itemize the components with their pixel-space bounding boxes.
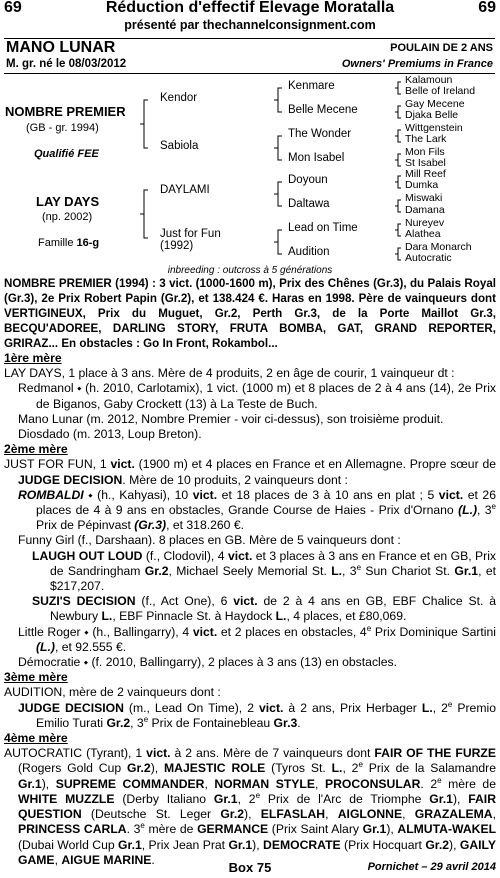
fourth-dam-record: AUTOCRATIC (Tyrant), 1 vict. à 2 ans. Mère de 7 vainqueurs dont FAIR OF THE FURZE (Rogers Gold Cup Gr.2), MAJESTIC ROLE (Tyros St. L., 2e Prix de la Salamandre Gr.1), SUPREME COMMANDER, NORMAN STYLE, PROCONSULAR. 2e mère de WHITE MUZZLE (Derby Italiano Gr.1, 2e Prix de l'Arc de Triomphe Gr.1), FAIR QUESTION (Deutsche St. Leger Gr.2), ELFASLAH, AIGLONNE, GRAZALEMA, PRINCESS CARLA. 3e mère de GERMANCE (Prix Saint Alary Gr.1), ALMUTA-WAKEL (Dubai World Cup Gr.1, Prix Jean Prat Gr.1), DEMOCRATE (Prix Hocquart Gr.2), GAILY GAME, AIGUE MARINE.: [4, 746, 497, 867]
sire-qualification: Qualifié FEE: [34, 148, 99, 160]
horse-heading: [4, 38, 495, 74]
ped-g3-2: Belle Mecene: [288, 104, 358, 116]
produce-mano-lunar: Mano Lunar (m. 2012, Nombre Premier - voir ci-dessus), son troisième produit.: [18, 411, 444, 426]
fourth-dam-heading: 4ème mère: [4, 731, 68, 746]
ped-g4-12: Damana: [405, 204, 445, 216]
ped-g4-14: Alathea: [405, 228, 441, 240]
sale-venue-date: Pornichet – 29 avril 2014: [367, 861, 496, 873]
ped-g2-4: Just for Fun: [160, 228, 221, 240]
produce-diosdado: Diosdado (m. 2013, Loup Breton).: [18, 427, 202, 442]
ped-g4-9: Mill Reef: [405, 168, 446, 180]
ped-g4-13: Nureyev: [405, 217, 445, 229]
dam-family: Famille 16-g: [38, 237, 100, 249]
ped-g4-1: Kalamoun: [405, 74, 453, 86]
ped-g4-16: Autocratic: [405, 252, 452, 264]
horse-birth: M. gr. né le 08/03/2012: [6, 58, 127, 70]
ped-g2-1: Kendor: [160, 92, 198, 104]
ped-g3-4: Mon Isabel: [288, 152, 345, 164]
owners-premiums: Owners' Premiums in France: [341, 58, 493, 70]
catalogue-title: Réduction d'effectif Elevage Moratalla: [105, 0, 395, 16]
catalogue-subtitle: présenté par thechannelconsignment.com: [124, 18, 376, 32]
produce-redmanol: Redmanol ⬩ (h. 2010, Carlotamix), 1 vict. (1000 m) et 8 places de 2 à 4 ans (14), 2e Prix de Biganos, Gaby Crockett (13) à La Teste de Buch.: [18, 381, 496, 411]
first-dam-heading: 1ère mère: [4, 351, 62, 365]
second-dam-heading: 2ème mère: [4, 442, 68, 457]
ped-g3-7: Lead on Time: [288, 222, 358, 234]
ped-g3-1: Kenmare: [288, 80, 335, 92]
page-footer: [0, 860, 500, 878]
ped-g4-7: Mon Fils: [405, 146, 445, 158]
first-dam-summary: LAY DAYS, 1 place à 3 ans. Mère de 4 produits, 2 en âge de courir, 1 vainqueur dt :: [4, 366, 455, 381]
pedigree-table: [0, 74, 500, 274]
ped-g3-8: Audition: [288, 246, 330, 258]
sire-origin: (GB - gr. 1994): [26, 122, 99, 134]
ped-g4-2: Belle of Ireland: [405, 85, 476, 97]
dam-name: LAY DAYS: [36, 194, 100, 209]
page-header: [0, 0, 500, 38]
ped-g2-4-year: (1992): [160, 240, 194, 252]
ped-g2-2: Sabiola: [160, 140, 199, 152]
ped-g2-3: DAYLAMI: [160, 184, 210, 196]
dam-origin: (np. 2002): [42, 211, 93, 223]
ped-g4-10: Dumka: [405, 179, 439, 191]
ped-g4-15: Dara Monarch: [405, 241, 472, 253]
ped-g4-6: The Lark: [405, 133, 447, 145]
catalogue-text: [4, 276, 496, 868]
horse-sex-age: POULAIN DE 2 ANS: [390, 42, 493, 54]
ped-g3-5: Doyoun: [288, 174, 328, 186]
third-dam-heading: 3ème mère: [4, 670, 68, 685]
ped-g3-6: Daltawa: [288, 198, 330, 210]
third-dam-record: AUDITION, mère de 2 vainqueurs dont : JUDGE DECISION (m., Lead On Time), 2 vict. à 2 ans, Prix Herbager L., 2e Premio Emilio Turati Gr.2, 3e Prix de Fontainebleau Gr.3.: [4, 685, 496, 730]
inbreeding-note: inbreeding : outcross à 5 générations: [167, 265, 333, 276]
box-number: Box 75: [228, 860, 272, 875]
sire-record: NOMBRE PREMIER (1994) : 3 vict. (1000-1600 m), Prix des Chênes (Gr.3), du Palais Royal (Gr.3), 2e Prix Robert Papin (Gr.2), et 138.424 €. Haras en 1998. Père de vainqueurs dont VERTIGINEUX, Prix du Muguet, Gr.2, Perth Gr.3, de la Porte Maillot Gr.3, BECQU'ADOREE, DARLING STORY, FRUTA BOMBA, GAT, GRAND REPORTER, GRIRAZ... En obstacles : Go In Front, Rokambol...: [4, 277, 496, 350]
ped-g4-5: Wittgenstein: [405, 122, 463, 134]
ped-g4-11: Miswaki: [405, 192, 443, 204]
ped-g4-8: St Isabel: [405, 157, 446, 169]
horse-name: MANO LUNAR: [6, 39, 116, 56]
sire-name: NOMBRE PREMIER: [5, 104, 126, 119]
second-dam-record: JUST FOR FUN, 1 vict. (1900 m) et 4 places en France et en Allemagne. Propre sœur de JUDGE DECISION. Mère de 10 produits, 2 vainqueurs dont : ROMBALDI ⬩ (h., Kahyasi), 10 vict. et 18 places de 3 à 10 ans en plat ; 5 vict. et 26 places de 4 à 9 ans en obstacles, Grande Course de Haies - Prix d'Ornano (L.), 3e Prix de Pépinvast (Gr.3), et 318.260 €. Funny Girl (f., Darshaan). 8 places en GB. Mère de 5 vainqueurs dont : LAUGH OUT LOUD (f., Clodovil), 4 vict. et 3 places à 3 ans en France et en GB, Prix de Sandringham Gr.2, Michael Seely Memorial St. L., 3e Sun Chariot St. Gr.1, et $217,207. SUZI'S DECISION (f., Act One), 6 vict. de 2 à 4 ans en GB, EBF Chalice St. à Newbury L., EBF Pinnacle St. à Haydock L., 4 places, et £80,069. Little Roger ⬩ (h., Ballingarry), 4 vict. et 2 places en obstacles, 4e Prix Dominique Sartini (L.), et 92.555 €. Démocratie ⬩ (f. 2010, Ballingarry), 2 places à 3 ans (13) en obstacles.: [4, 457, 497, 670]
ped-g3-3: The Wonder: [288, 128, 352, 140]
ped-g4-4: Djaka Belle: [405, 109, 459, 121]
ped-g4-3: Gay Mecene: [405, 98, 465, 110]
page-number-right: 69: [478, 0, 496, 16]
page-number-left: 69: [4, 0, 22, 16]
